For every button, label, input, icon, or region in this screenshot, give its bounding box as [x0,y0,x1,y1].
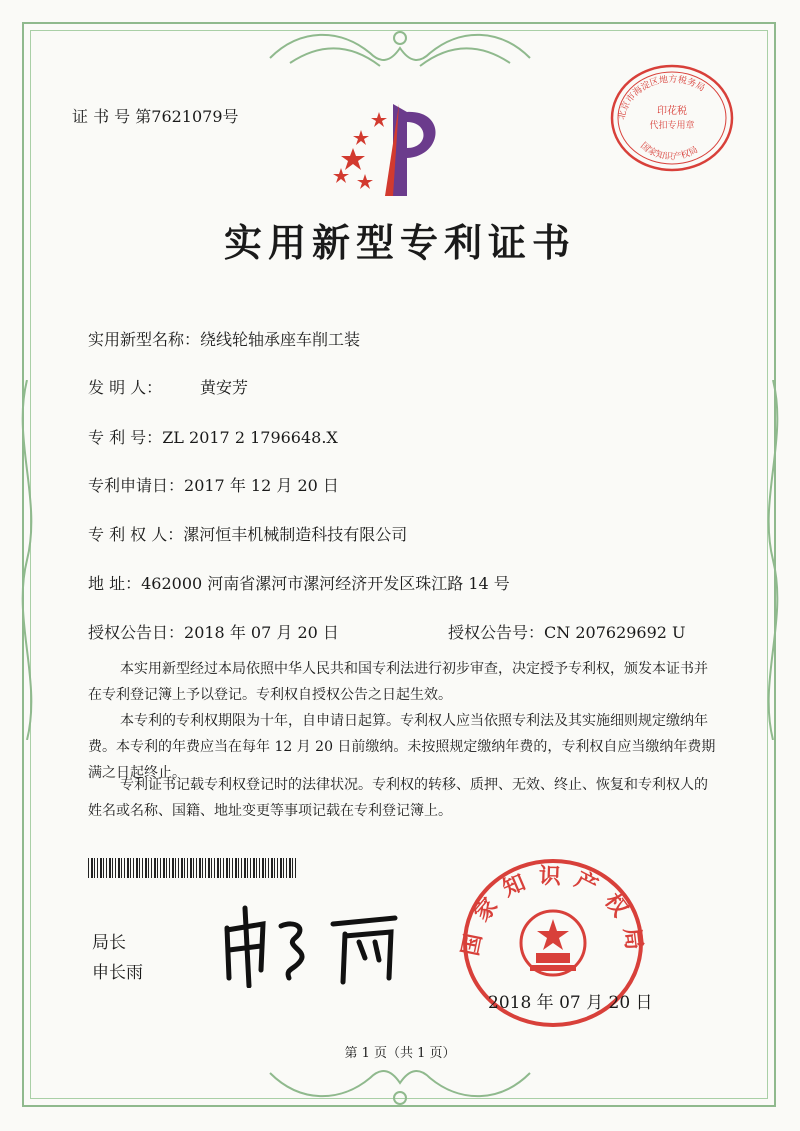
field-label: 专 利 号： [88,428,163,447]
field-label: 授权公告日： [88,623,185,642]
paragraph-grant: 本实用新型经过本局依照中华人民共和国专利法进行初步审查，决定授予专利权，颁发本证书并在专利登记簿上予以登记。专利权自授权公告之日起生效。 [88,661,708,703]
signature-name: 申长雨 [92,963,143,983]
field-value: 黄安芳 [200,378,249,397]
field-value: 2017 年 12 月 20 日 [184,476,339,495]
tax-stamp-bottom-text: 国家知识产权局 [638,140,700,163]
field-address [88,571,510,594]
field-value: CN 207629692 U [544,623,686,642]
bottom-ornament [260,1058,540,1113]
field-patent-number [88,425,338,448]
tax-stamp-ring-text: 北京市海淀区地方税务局 [617,74,707,121]
star-icon [371,112,387,127]
page-footer: 第 1 页（共 1 页） [344,1046,456,1061]
field-value: 2018 年 07 月 20 日 [184,623,339,642]
signature-title: 局长 [92,933,126,953]
field-label: 实用新型名称： [88,330,201,349]
paragraph-term: 本专利的专利权期限为十年，自申请日起算。专利权人应当依照专利法及其实施细则规定缴纳年费。本专利的年费应当在每年 12 月 20 日前缴纳。未按照规定缴纳年费的，专利权自应当缴纳年费期满之日起终止。 [88,713,716,781]
cert-number-label: 证 书 号 第 [72,107,152,126]
star-icon [341,148,365,170]
field-value: 漯河恒丰机械制造科技有限公司 [183,525,408,544]
field-label: 授权公告号： [448,623,545,642]
field-grant-date [88,620,339,643]
field-label: 发 明 人： [88,378,163,397]
star-icon [333,168,349,183]
barcode [88,858,298,878]
star-icon [357,174,373,189]
handwritten-signature [215,898,415,988]
right-ornament [758,380,788,740]
field-utility-model-name [88,327,360,350]
national-emblem-icon [521,911,585,975]
tax-stamp [608,62,736,174]
field-label: 地 址： [88,574,142,593]
paragraph-record: 专利证书记载专利权登记时的法律状况。专利权的转移、质押、无效、终止、恢复和专利权人的姓名或名称、国籍、地址变更等事项记载在专利登记簿上。 [88,777,708,819]
tax-stamp-line1: 印花税 [657,106,687,117]
seal-ring-text: 国家知识产权局 [458,864,648,964]
field-patentee [88,522,407,545]
cert-number-value: 7621079 [151,107,223,126]
field-label: 专利申请日： [88,476,185,495]
star-icon [353,130,369,145]
field-inventor [88,375,248,398]
field-value: ZL 2017 2 1796648.X [162,428,338,447]
field-application-date [88,473,339,496]
cnipa-logo [325,100,455,200]
top-ornament [260,18,540,78]
svg-text:国家知识产权局 [458,864,647,963]
field-value: 绕线轮轴承座车削工装 [200,330,361,349]
field-label: 专 利 权 人： [88,525,184,544]
certificate-number [72,104,239,127]
certificate-title: 实用新型专利证书 [223,220,576,265]
cert-number-suffix: 号 [222,107,239,126]
seal-date: 2018 年 07 月 20 日 [488,993,653,1013]
left-ornament [12,380,42,740]
tax-stamp-line2: 代扣专用章 [649,121,695,131]
field-value: 462000 河南省漯河市漯河经济开发区珠江路 14 号 [141,574,510,593]
field-announcement-number [448,620,686,643]
